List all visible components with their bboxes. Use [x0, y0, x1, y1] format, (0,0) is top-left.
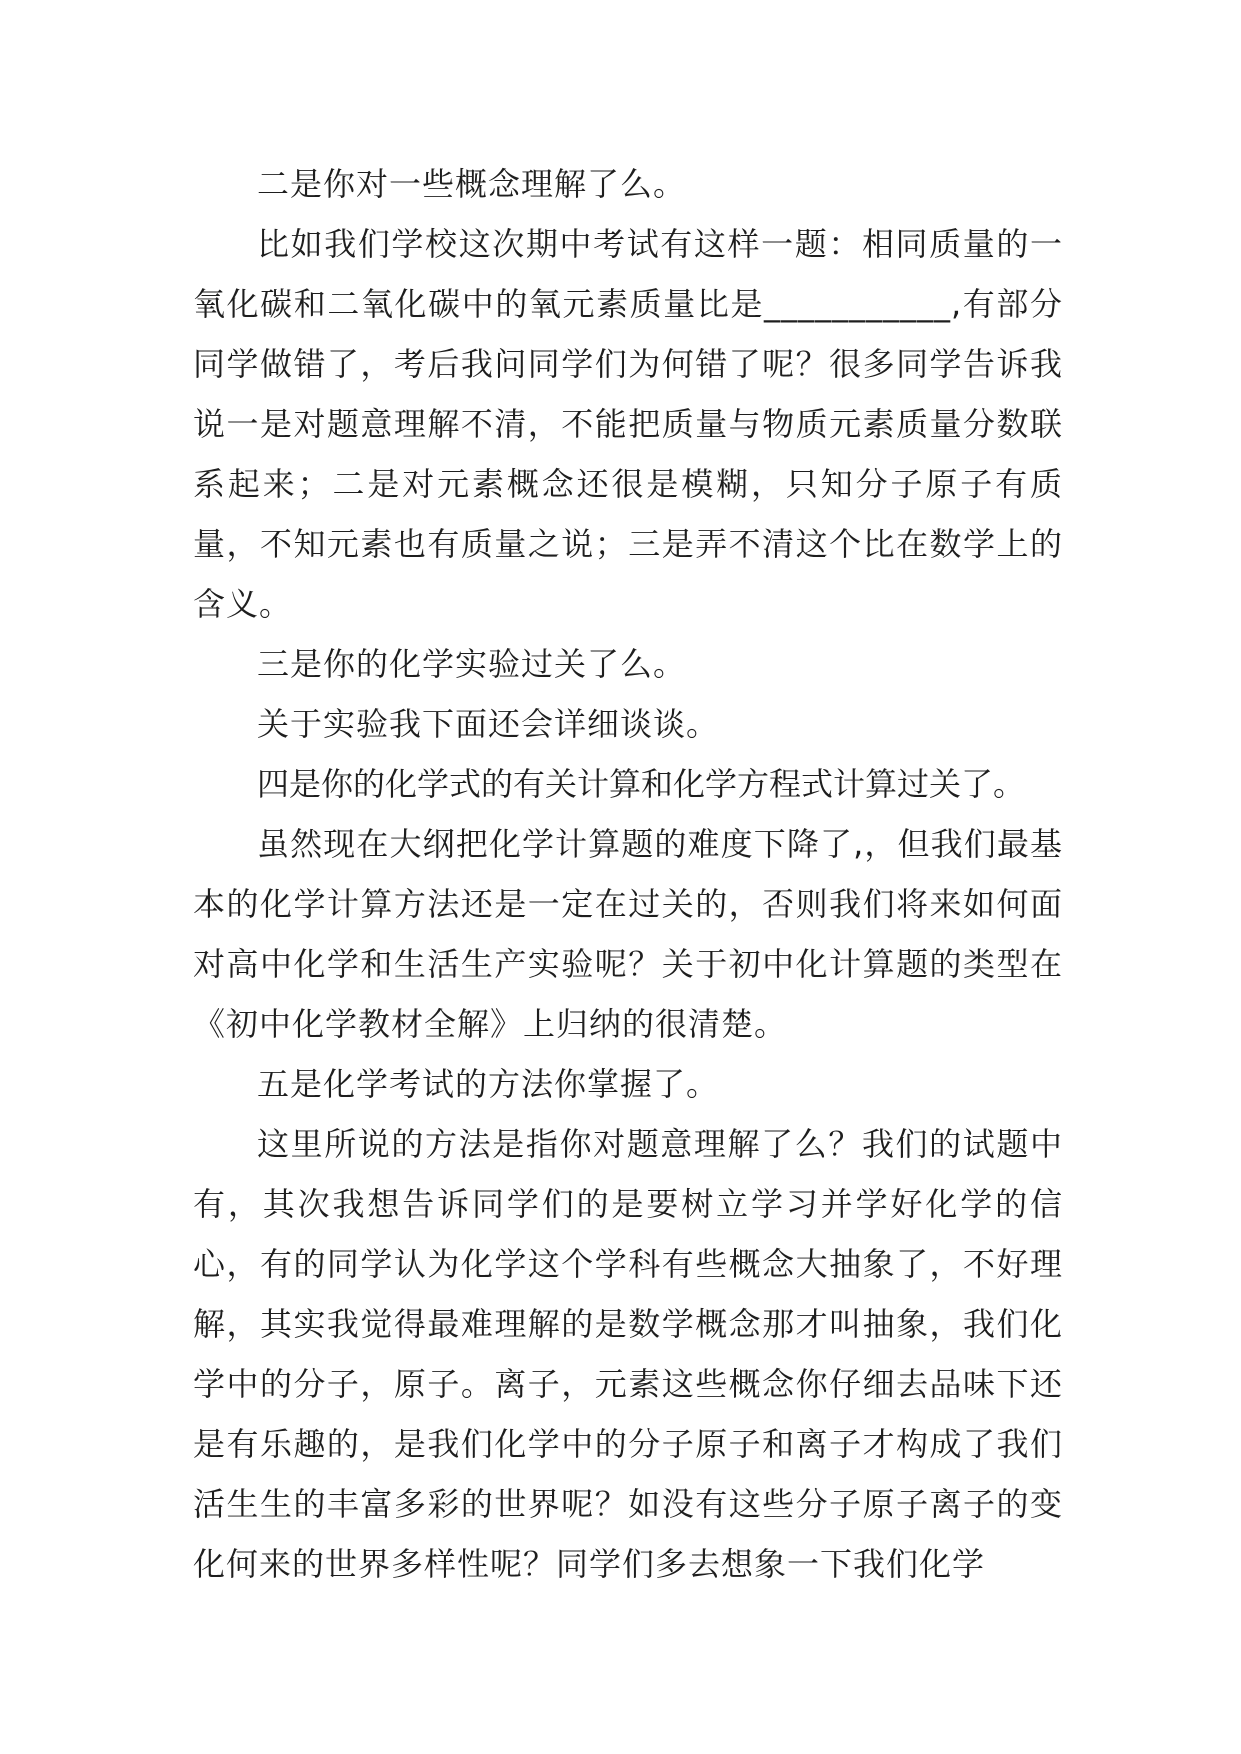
paragraph-3: 三是你的化学实验过关了么。: [257, 645, 687, 683]
paragraph-5: 四是你的化学式的有关计算和化学方程式计算过关了。: [257, 765, 1026, 803]
paragraph-6: 虽然现在大纲把化学计算题的难度下降了,，但我们最基本的化学计算方法还是一定在过关的，否则我们将来如何面对高中化学和生活生产实验呢？关于初中化计算题的类型在《初中化学教材全解》上归纳的很清楚。: [193, 825, 1063, 1043]
paragraph-7: 五是化学考试的方法你掌握了。: [257, 1065, 720, 1103]
paragraph-2: 比如我们学校这次期中考试有这样一题：相同质量的一氧化碳和二氧化碳中的氧元素质量比是___________,有部分同学做错了，考后我问同学们为何错了呢？很多同学告诉我说一是对题意理解不清，不能把质量与物质元素质量分数联系起来；二是对元素概念还很是模糊，只知分子原子有质量，不知元素也有质量之说；三是弄不清这个比在数学上的含义。: [193, 225, 1063, 623]
paragraph-4: 关于实验我下面还会详细谈谈。: [257, 705, 720, 743]
paragraph-8: 这里所说的方法是指你对题意理解了么？我们的试题中有，其次我想告诉同学们的是要树立学习并学好化学的信心，有的同学认为化学这个学科有些概念大抽象了，不好理解，其实我觉得最难理解的是数学概念那才叫抽象，我们化学中的分子，原子。离子，元素这些概念你仔细去品味下还是有乐趣的，是我们化学中的分子原子和离子才构成了我们活生生的丰富多彩的世界呢？如没有这些分子原子离子的变化何来的世界多样性呢？同学们多去想象一下我们化学: [193, 1125, 1063, 1583]
document-body: [193, 154, 1063, 1594]
paragraph-1: 二是你对一些概念理解了么。: [257, 165, 687, 203]
